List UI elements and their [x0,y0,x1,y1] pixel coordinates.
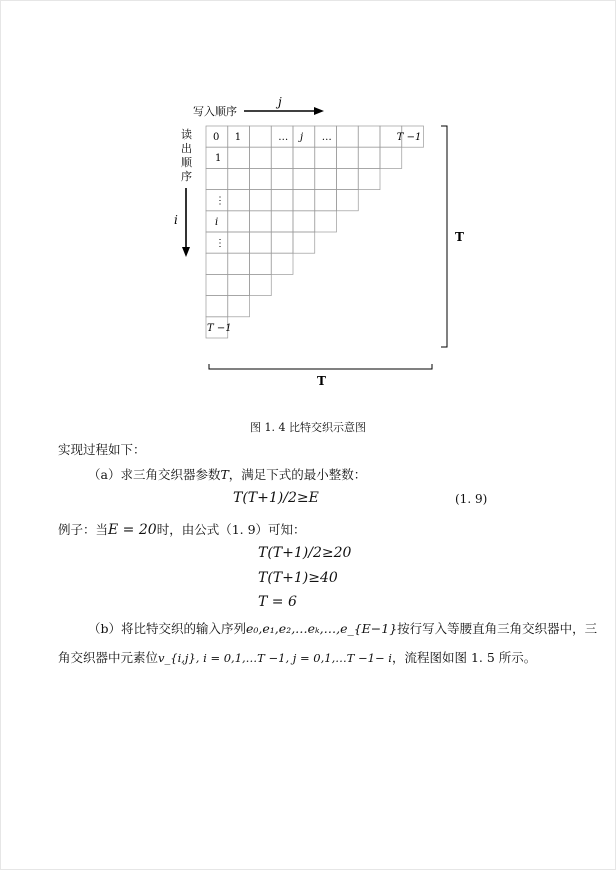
grid-cell [271,190,293,211]
left-col-label: ⋮ [215,238,225,249]
interleaver-figure [0,0,616,400]
top-row-label: 1 [234,132,242,143]
grid-cell [293,168,315,189]
step-a-line [88,465,366,483]
grid-cell [206,253,228,274]
grid-cell [337,168,359,189]
grid-cell [358,147,380,168]
grid-cell [337,147,359,168]
grid-cell [250,147,272,168]
grid-cell [228,147,250,168]
grid-cell [250,168,272,189]
step-b2-tail: ，流程图如图 1. 5 所示。 [391,650,537,665]
intro-text: 实现过程如下： [58,442,146,457]
grid-cell [206,296,228,317]
bottom-brace [209,364,432,369]
equation-number: (1. 9) [455,492,488,506]
example-tail: 时，由公式（1. 9）可知： [156,522,306,537]
grid-cell [315,211,337,232]
write-order-label: 写入顺序 [193,105,237,118]
grid-cell [315,147,337,168]
grid-cell [271,168,293,189]
grid-cell [315,190,337,211]
example-prefix: 例子：当 [58,522,109,537]
grid-cell [250,253,272,274]
left-col-label: T −1 [207,322,232,334]
step-b-line2 [58,648,536,666]
step-b-tail: 按行写入等腰直角三角交织器中，三 [397,621,598,636]
example-eq: E = 20 [108,522,157,538]
read-order-arrowhead [182,247,190,257]
grid-cell [271,147,293,168]
grid-labels [207,132,421,334]
grid-cell [228,168,250,189]
grid-cell [358,126,380,147]
grid-cell [358,168,380,189]
grid-cell [228,211,250,232]
left-col-label: ⋮ [215,195,225,207]
step-b-text: （b）将比特交织的输入序列 [88,621,247,636]
top-row-label: T −1 [396,132,422,143]
grid-cell [271,211,293,232]
read-order-char: 顺 [181,156,192,169]
grid-cell [228,232,250,253]
grid-cell [250,126,272,147]
bottom-brace-label: T [317,374,326,388]
grid-cell [228,274,250,295]
right-brace-label: T [455,230,464,244]
grid-cell [271,253,293,274]
top-row-label: … [278,132,289,143]
top-row-label: 0 [213,132,220,143]
grid-cell [250,274,272,295]
grid-cell [228,296,250,317]
grid-cell [315,168,337,189]
step-b-line [88,619,597,637]
example-eq-1: T(T+1)/2≥20 [258,545,352,561]
figure-caption: 图 1. 4 比特交织示意图 [250,421,366,434]
step-a-tail: ，满足下式的最小整数： [228,467,367,482]
grid-cell [293,147,315,168]
grid-cell [228,253,250,274]
example-eq-3: T = 6 [258,594,297,610]
grid-cell [293,190,315,211]
grid-cell [228,190,250,211]
read-order-char: 序 [181,170,192,183]
step-a-text: （a）求三角交织器参数 [88,467,221,482]
grid-cell [206,168,228,189]
grid-cell [380,147,402,168]
grid-cell [293,211,315,232]
triangle-grid [206,126,424,338]
left-col-label: i [215,216,219,228]
grid-cell [293,126,315,147]
left-col-label: 1 [215,153,222,165]
grid-cell [206,274,228,295]
read-order-label [181,127,193,183]
example-line [58,520,306,538]
grid-cell [250,190,272,211]
grid-cell [250,211,272,232]
read-order-char: 读 [181,128,192,141]
grid-cell [337,190,359,211]
step-b2-math: v_{i,j}, i = 0,1,…T −1, j = 0,1,…T −1− i [158,651,392,665]
grid-cell [271,232,293,253]
right-brace [441,126,447,347]
read-order-char: 出 [181,142,192,155]
top-row-label: … [321,132,332,143]
step-a-var: T [220,467,229,482]
example-eq-2: T(T+1)≥40 [258,570,338,586]
grid-cell [337,126,359,147]
write-order-var: j [278,95,282,109]
write-order-arrowhead [314,107,324,115]
equation-1-9: T(T+1)/2≥E [233,490,319,506]
step-b2-prefix: 角交织器中元素位 [58,650,159,665]
grid-cell [250,232,272,253]
grid-cell [293,232,315,253]
read-order-var: i [174,213,178,227]
step-b-seq: e₀,e₁,e₂,…eₖ,…,e_{E−1} [246,621,398,636]
top-row-label: j [300,132,304,143]
